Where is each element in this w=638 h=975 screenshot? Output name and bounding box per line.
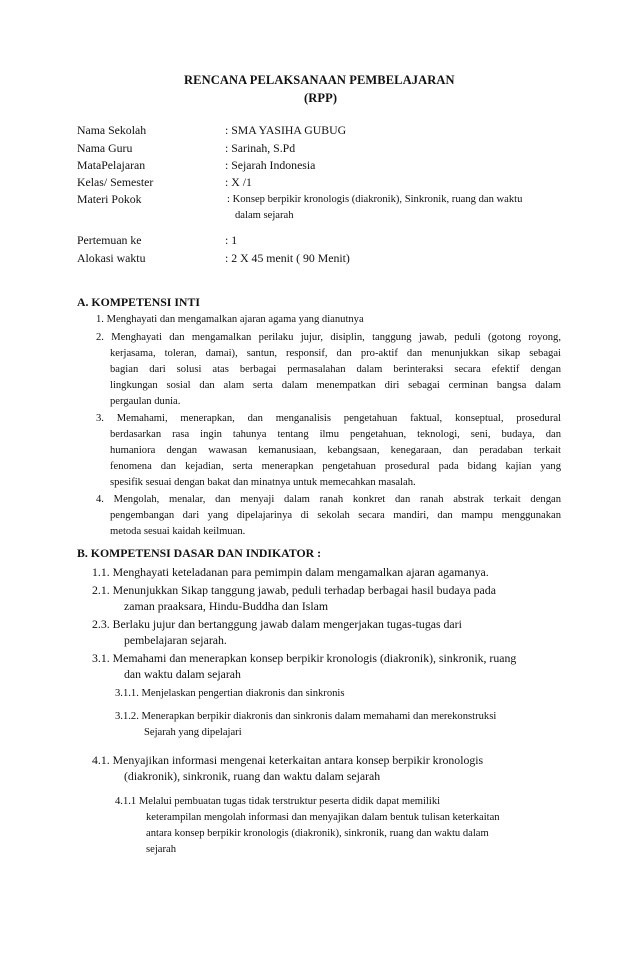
ki-item-2-line: pergaulan dunia. bbox=[110, 396, 181, 407]
indikator-4-1-1-line: sejarah bbox=[146, 844, 176, 855]
ki-item-4-line: metoda sesuai kaidah keilmuan. bbox=[110, 526, 246, 537]
info-label-materi-pokok: Materi Pokok bbox=[77, 192, 142, 206]
ki-item-2-line: 2. Menghayati dan mengamalkan perilaku jujur, disiplin, tanggung jawab, peduli (gotong royong, bbox=[96, 332, 561, 343]
ki-item-3-line: berdasarkan rasa ingin tahunya tentang ilmu pengetahuan, teknologi, seni, budaya, dan bbox=[110, 429, 561, 440]
info-label-kelas-semester: Kelas/ Semester bbox=[77, 175, 154, 189]
info-label-nama-sekolah: Nama Sekolah bbox=[77, 123, 147, 137]
indikator-4-1-1-line: antara konsep berpikir kronologis (diakronik), sinkronik, ruang dan waktu dalam bbox=[146, 828, 489, 839]
indikator-3-1-2-line: Sejarah yang dipelajari bbox=[144, 727, 242, 738]
info-value-pertemuan: : 1 bbox=[225, 233, 238, 247]
section-a-heading: A. KOMPETENSI INTI bbox=[77, 295, 200, 309]
info-label-alokasi-waktu: Alokasi waktu bbox=[77, 251, 146, 265]
document-subtitle: (RPP) bbox=[304, 91, 338, 105]
ki-item-3-line: spesifik sesuai dengan bakat dan minatnya untuk memecahkan masalah. bbox=[110, 477, 416, 488]
kd-2-1-line: 2.1. Menunjukkan Sikap tanggung jawab, peduli terhadap berbagai hasil budaya pada bbox=[92, 583, 496, 597]
info-value-nama-sekolah: : SMA YASIHA GUBUG bbox=[225, 123, 347, 137]
info-label-mata-pelajaran: MataPelajaran bbox=[77, 158, 146, 172]
info-value-alokasi-waktu: : 2 X 45 menit ( 90 Menit) bbox=[225, 251, 350, 265]
indikator-4-1-1-line: 4.1.1 Melalui pembuatan tugas tidak terstruktur peserta didik dapat memiliki bbox=[115, 796, 441, 807]
kd-3-1-line: dan waktu dalam sejarah bbox=[124, 667, 241, 681]
info-value-mata-pelajaran: : Sejarah Indonesia bbox=[225, 158, 316, 172]
kd-2-3-line: pembelajaran sejarah. bbox=[124, 633, 227, 647]
kd-2-1-line: zaman praaksara, Hindu-Buddha dan Islam bbox=[124, 599, 329, 613]
info-value-materi-pokok: : Konsep berpikir kronologis (diakronik), Sinkronik, ruang dan waktu bbox=[227, 194, 523, 205]
info-value-nama-guru: : Sarinah, S.Pd bbox=[225, 141, 296, 155]
ki-item-3-line: fenomena dan kejadian, serta menerapkan pengetahuan prosedural pada bidang kajian yang bbox=[110, 461, 561, 472]
ki-item-2-line: lingkungan sosial dan alam serta dalam menempatkan diri sebagai cerminan bangsa dalam bbox=[110, 380, 561, 391]
info-label-nama-guru: Nama Guru bbox=[77, 141, 133, 155]
ki-item-3-line: humaniora dengan wawasan kemanusiaan, kebangsaan, kenegaraan, dan peradaban terkait bbox=[110, 445, 561, 456]
info-value-materi-pokok-cont: dalam sejarah bbox=[235, 210, 294, 221]
kd-2-3-line: 2.3. Berlaku jujur dan bertanggung jawab dalam mengerjakan tugas-tugas dari bbox=[92, 617, 462, 631]
info-label-pertemuan: Pertemuan ke bbox=[77, 233, 142, 247]
ki-item-2-line: kerjasama, toleran, damai), santun, responsif, dan pro-aktif dan menunjukkan sikap sebagai bbox=[110, 348, 561, 359]
indikator-3-1-2-line: 3.1.2. Menerapkan berpikir diakronis dan sinkronis dalam memahami dan merekonstruksi bbox=[115, 711, 497, 722]
kd-4-1-line: 4.1. Menyajikan informasi mengenai keterkaitan antara konsep berpikir kronologis bbox=[92, 753, 484, 767]
indikator-3-1-1: 3.1.1. Menjelaskan pengertian diakronis dan sinkronis bbox=[115, 688, 345, 699]
section-b-heading: B. KOMPETENSI DASAR DAN INDIKATOR : bbox=[77, 546, 322, 560]
kd-4-1-line: (diakronik), sinkronik, ruang dan waktu dalam sejarah bbox=[124, 769, 381, 783]
document-title: RENCANA PELAKSANAAN PEMBELAJARAN bbox=[184, 73, 455, 87]
ki-item-4-line: pengembangan dari yang dipelajarinya di sekolah secara mandiri, dan mampu menggunakan bbox=[110, 510, 561, 521]
indikator-4-1-1-line: keterampilan mengolah informasi dan menyajikan dalam bentuk tulisan keterkaitan bbox=[146, 812, 500, 823]
kd-1-1: 1.1. Menghayati keteladanan para pemimpin dalam mengamalkan ajaran agamanya. bbox=[92, 565, 489, 579]
ki-item-2-line: bagian dari solusi atas berbagai permasalahan dalam berinteraksi secara efektif dengan bbox=[110, 364, 561, 375]
info-value-kelas-semester: : X /1 bbox=[225, 175, 252, 189]
ki-item-3-line: 3. Memahami, menerapkan, dan menganalisis pengetahuan faktual, konseptual, prosedural bbox=[96, 413, 561, 424]
kd-3-1-line: 3.1. Memahami dan menerapkan konsep berpikir kronologis (diakronik), sinkronik, ruang bbox=[92, 651, 517, 665]
ki-item-1: 1. Menghayati dan mengamalkan ajaran agama yang dianutnya bbox=[96, 314, 364, 325]
ki-item-4-line: 4. Mengolah, menalar, dan menyaji dalam ranah konkret dan ranah abstrak terkait dengan bbox=[96, 494, 561, 505]
